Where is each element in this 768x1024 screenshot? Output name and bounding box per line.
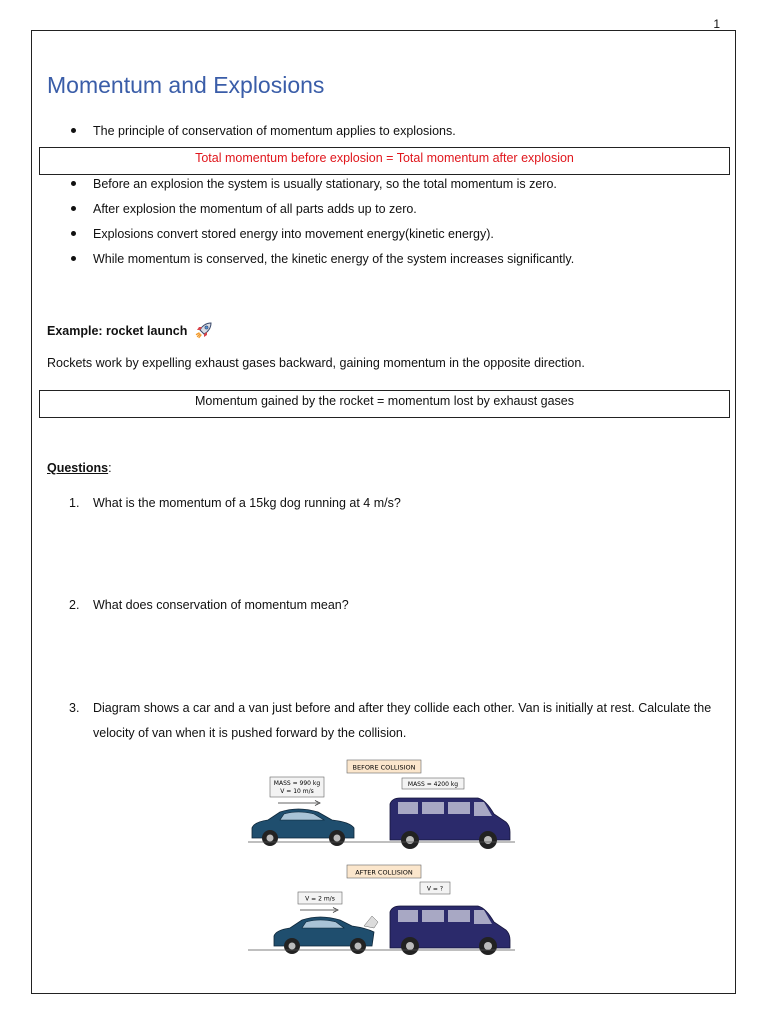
van-after — [390, 906, 510, 955]
van-mass-label: MASS = 4200 kg — [407, 781, 459, 788]
question-number: 2. — [69, 598, 80, 612]
question-text: Diagram shows a car and a van just before and after they collide each other. Van is initially at rest. Calculate the velocity of van when it is pushed forward by the collision. — [93, 701, 712, 740]
list-item: Explosions convert stored energy into movement energy(kinetic energy). — [71, 226, 574, 251]
question-number: 1. — [69, 496, 80, 510]
car-after-velocity-label: V = 2 m/s — [305, 895, 335, 903]
list-item: The principle of conservation of momentum applies to explosions. — [71, 123, 456, 148]
example-text: Rockets work by expelling exhaust gases backward, gaining momentum in the opposite direction. — [47, 356, 585, 370]
car-after — [274, 916, 378, 954]
principle-bullet-list — [71, 176, 574, 276]
question-number: 3. — [69, 701, 80, 715]
questions-heading-text: Questions — [47, 461, 109, 475]
collision-diagram — [240, 756, 530, 959]
question-text: What is the momentum of a 15kg dog running at 4 m/s? — [93, 496, 401, 510]
van-after-velocity-label: V = ? — [426, 885, 444, 893]
page-title: Momentum and Explosions — [47, 72, 325, 98]
car-before — [252, 809, 354, 846]
before-collision-panel — [248, 760, 515, 849]
conservation-formula-box: Total momentum before explosion = Total momentum after explosion — [39, 147, 730, 175]
list-item: After explosion the momentum of all parts adds up to zero. — [71, 201, 574, 226]
questions-heading — [47, 461, 112, 475]
list-item: Before an explosion the system is usually stationary, so the total momentum is zero. — [71, 176, 574, 201]
van-before — [390, 798, 510, 849]
after-collision-panel — [248, 865, 515, 955]
questions-heading-colon: : — [108, 461, 112, 475]
intro-bullet-list — [71, 123, 456, 148]
example-heading — [47, 321, 213, 342]
before-label: BEFORE COLLISION — [352, 763, 416, 772]
example-heading-text: Example: rocket launch — [47, 323, 188, 338]
rocket-icon — [195, 321, 213, 342]
car-velocity-label: V = 10 m/s — [280, 788, 314, 795]
page-number: 1 — [713, 17, 720, 31]
question-text: What does conservation of momentum mean? — [93, 598, 349, 612]
car-mass-label: MASS = 990 kg — [273, 780, 321, 787]
list-item: While momentum is conserved, the kinetic energy of the system increases significantly. — [71, 251, 574, 276]
rocket-formula-box: Momentum gained by the rocket = momentum lost by exhaust gases — [39, 390, 730, 418]
after-label: AFTER COLLISION — [355, 868, 413, 877]
